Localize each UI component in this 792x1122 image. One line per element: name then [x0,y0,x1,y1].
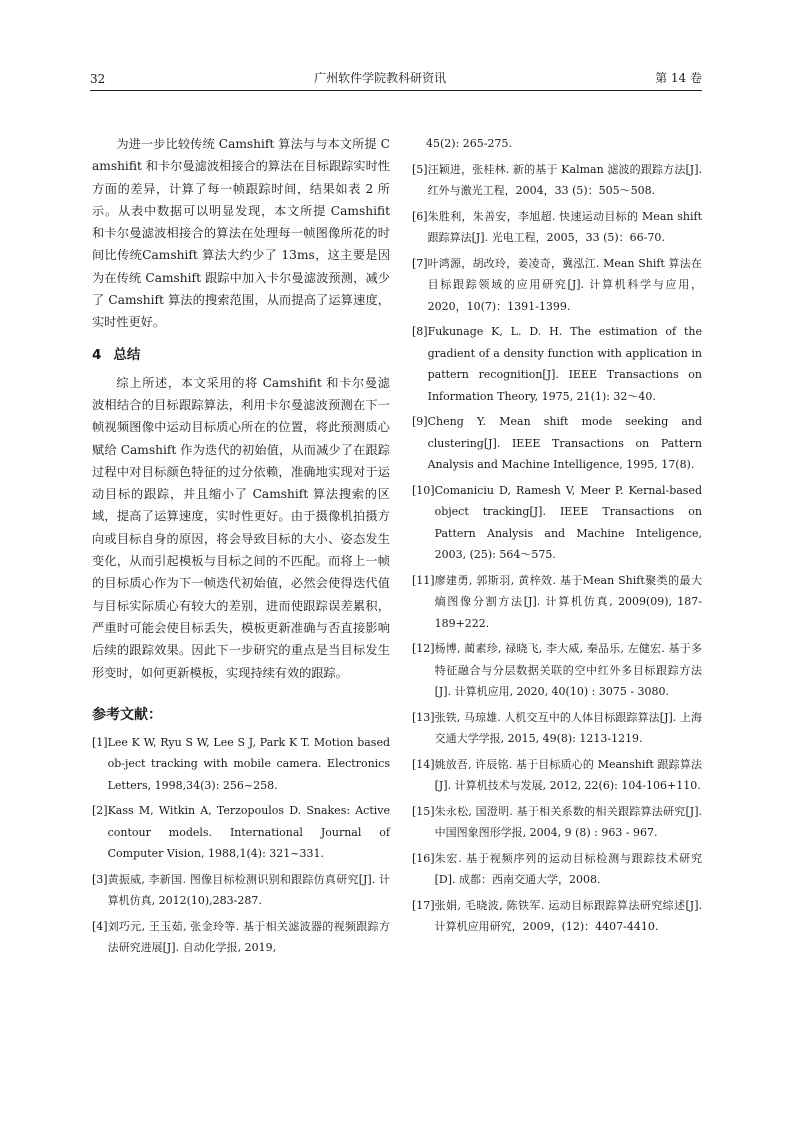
reference-item: [16] 朱宏. 基于视频序列的运动目标检测与跟踪技术研究[D]. 成都：西南交通大学，2008. [412,851,702,886]
body-paragraph: 为进一步比较传统 Camshift 算法与与本文所提 Camshifit 和卡尔曼滤波相接合的算法在目标跟踪实时性方面的差异，计算了每一帧跟踪时间，结果如表 2 所示。从表中数据可以明显发现，本文所提 Camshifit 和卡尔曼滤波相接合的算法在处理每一帧图像所花的时间比传统Camshift 算法大约少了 13ms，这主要是因为在传统 Camshift 跟踪中加入卡尔曼滤波预测，减少了 Camshift 算法的搜索范围，从而提高了运算速度，实时性更好。 [92,137,390,330]
reference-item: [6] 朱胜利，朱善安，李旭超. 快速运动目标的 Mean shift 跟踪算法[J]. 光电工程，2005，33 (5)：66-70. [412,209,702,244]
reference-item: [17] 张娟, 毛晓波, 陈铁军. 运动目标跟踪算法研究综述[J]. 计算机应用研究，2009，(12)：4407-4410. [412,898,702,933]
reference-item: [8] Fukunage K, L. D. H. The estimation of the gradient of a density function with application in pattern recognition[J]. IEEE Transactions on Information Theory, 1975, 21(1): 32～40. [412,325,702,403]
reference-item: [14] 姚放吾, 许辰铭. 基于目标质心的 Meanshift 跟踪算法[J]. 计算机技术与发展, 2012, 22(6): 104-106+110. [412,757,702,792]
body-paragraph: 综上所述，本文采用的将 Camshifit 和卡尔曼滤波相结合的目标跟踪算法，利用卡尔曼滤波预测在下一帧视频图像中运动目标质心所在的位置，将此预测质心赋给 Camshift 作为迭代的初始值，从而减少了在跟踪过程中对目标颜色特征的过分依赖，准确地实现对于运动目标的跟踪，并且缩小了 Camshift 算法搜索的区域，提高了运算速度，实时性更好。由于摄像机拍摄方向或目标自身的原因，将会导致目标的大小、姿态发生变化，从而引起模板与目标之间的不匹配。而将上一帧的目标质心作为下一帧迭代初始值，必然会使得迭代值与目标实际质心有较大的差别，进而使跟踪误差累积，严重时可能会使目标丢失，模板更新准确与否直接影响后续的跟踪效果。因此下一步研究的重点是当目标发生形变时，如何更新模板，实现持续有效的跟踪。 [92,375,390,680]
reference-item: [4] 刘巧元, 王玉茹, 张金玲等. 基于相关滤波器的视频跟踪方法研究进展[J]. 自动化学报, 2019, [92,919,390,955]
reference-item: [2] Kass M, Witkin A, Terzopoulos D. Snakes: Active contour models. International Journal of Computer Vision, 1988,1(4): 321~331. [92,804,390,861]
section-number: 4 [92,346,102,363]
reference-item: [5] 汪颖进，张桂林. 新的基于 Kalman 滤波的跟踪方法[J]. 红外与激光工程，2004，33 (5)：505～508. [412,162,702,197]
reference-item: [1] Lee K W, Ryu S W, Lee S J, Park K T. Motion based ob-ject tracking with mobile camera. Electronics Letters, 1998,34(3): 256~258. [92,735,390,792]
reference-item: [11] 廖建勇, 郭斯羽, 黄梓效. 基于Mean Shift聚类的最大熵图像分割方法[J]. 计算机仿真, 2009(09), 187-189+222. [412,573,702,630]
references-heading: 参考文献： [92,706,162,723]
header-divider [90,90,702,91]
reference-item: [13] 张铁, 马琼雄. 人机交互中的人体目标跟踪算法[J]. 上海交通大学学报, 2015, 49(8): 1213-1219. [412,710,702,745]
reference-item: [7] 叶鸿源，胡改玲，姜凌奇，冀泓江. Mean Shift 算法在目标跟踪领域的应用研究[J]. 计算机科学与应用，2020，10(7)：1391-1399. [412,256,702,313]
reference-continuation: 45(2): 265-275. [426,137,512,150]
page-number: 32 [90,72,106,86]
reference-item: [12] 杨博, 蔺素珍, 禄晓飞, 李大威, 秦品乐, 左健宏. 基于多特征融合与分层数据关联的空中红外多目标跟踪方法[J]. 计算机应用, 2020, 40(10) : 3075 - 3080. [412,642,702,698]
volume-label: 第 14 卷 [655,71,702,85]
reference-list-left [92,732,390,959]
right-column [412,133,702,942]
reference-item: [10] Comaniciu D, Ramesh V, Meer P. Kernal-based object tracking[J]. IEEE Transactions on Pattern Analysis and Machine Inteligence, 2003, (25): 564～575. [412,483,702,561]
page-header [90,68,702,90]
left-column [92,133,390,963]
reference-list-right [412,133,702,938]
reference-item: [15] 朱永松, 国澄明. 基于相关系数的相关跟踪算法研究[J]. 中国图象图形学报, 2004, 9 (8) : 963 - 967. [412,804,702,839]
reference-item: [3] 黄振威, 李新国. 图像目标检测识别和跟踪仿真研究[J]. 计算机仿真, 2012(10),283-287. [92,872,390,908]
section-heading [92,344,390,366]
reference-item: [9] Cheng Y. Mean shift mode seeking and clustering[J]. IEEE Transactions on Pattern Analysis and Machine Intelligence, 1995, 17(8). [412,415,702,471]
journal-title: 广州软件学院教科研资讯 [314,71,447,85]
section-title: 总结 [113,346,141,363]
